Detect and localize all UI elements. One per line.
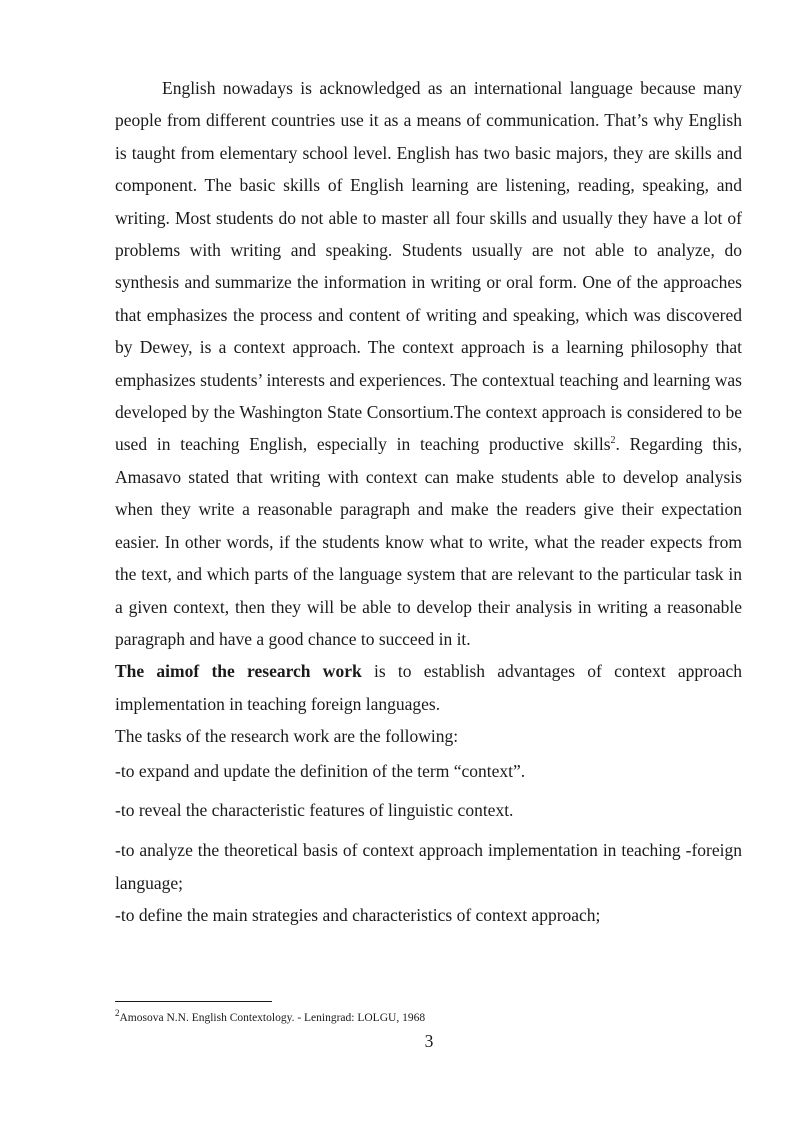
intro-paragraph <box>115 72 742 655</box>
tasks-intro: The tasks of the research work are the following: <box>115 726 459 747</box>
footnote-marker: 2 <box>115 1008 120 1019</box>
footnote <box>115 1009 742 1027</box>
aim-text: is to establish advantages of context approach implementation in teaching foreign languages. <box>115 661 743 714</box>
task-item: -to expand and update the definition of the term “context”. <box>115 760 526 781</box>
body-text <box>115 72 742 932</box>
aim-heading: The aimof the research work <box>115 661 362 682</box>
intro-paragraph-text-1: English nowadays is acknowledged as an international language because many people from different countries use it as a means of communication. That’s why English is taught from elementary school level. English has two basic majors, they are skills and component. The basic skills of English learning are listening, reading, speaking, and writing. Most students do not able to master all four skills and usually they have a lot of problems with writing and speaking. Students usually are not able to analyze, do synthesis and summarize the information in writing or oral form. One of the approaches that emphasizes the process and content of writing and speaking, which was discovered by Dewey, is a context approach. The context approach is a learning philosophy that emphasizes students’ interests and experiences. The contextual teaching and learning was developed by the Washington State Consortium.The context approach is considered to be used in teaching English, especially in teaching productive skills <box>115 78 742 455</box>
footnote-text: Amosova N.N. English Contextology. - Leningrad: LOLGU, 1968 <box>119 1012 426 1024</box>
intro-paragraph-text-2: . Regarding this, Amasavo stated that writing with context can make students able to develop analysis when they write a reasonable paragraph and make the readers give their expectation easier. In other words, if the students know what to write, what the reader expects from the text, and which parts of the language system that are relevant to the particular task in a given context, then they will be able to develop their analysis in writing a reasonable paragraph and have a good chance to succeed in it. <box>115 434 742 649</box>
footnote-reference: 2 <box>610 435 616 447</box>
footnote-divider <box>115 1001 272 1002</box>
aim-paragraph <box>115 655 742 720</box>
task-item: -to define the main strategies and characteristics of context approach; <box>115 905 601 926</box>
task-item: -to reveal the characteristic features of linguistic context. <box>115 799 514 820</box>
page-number: 3 <box>424 1031 434 1051</box>
task-item: -to analyze the theoretical basis of context approach implementation in teaching -foreign language; <box>115 840 742 893</box>
